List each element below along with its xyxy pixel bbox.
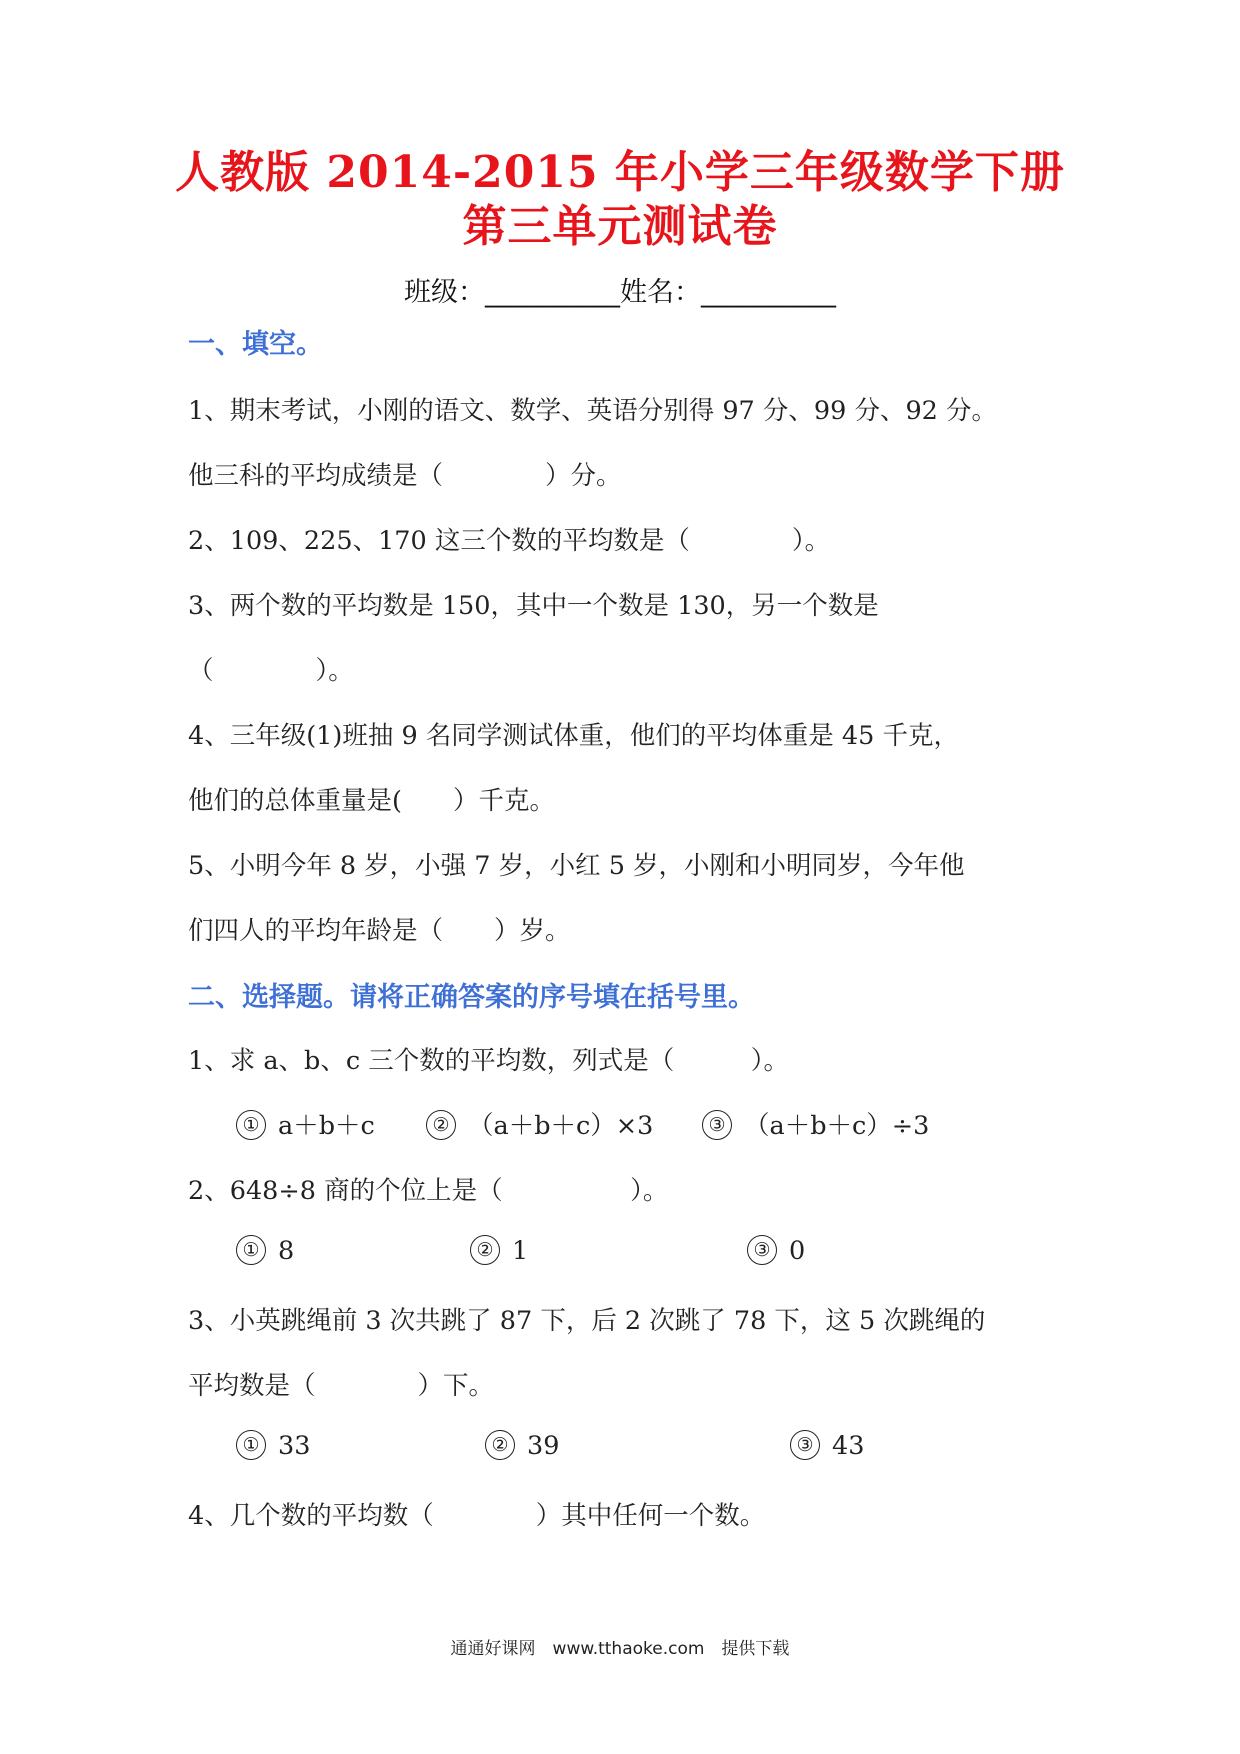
option xyxy=(236,1106,375,1142)
question-line: 5、小明今年 8 岁，小强 7 岁，小红 5 岁，小刚和小明同岁，今年他 xyxy=(188,851,965,881)
option xyxy=(236,1431,310,1462)
question-line: 1、期末考试，小刚的语文、数学、英语分别得 97 分、99 分、92 分。 xyxy=(188,396,997,426)
question-line: 2、109、225、170 这三个数的平均数是（ ）。 xyxy=(188,526,831,556)
option-marker: ③ xyxy=(790,1430,820,1460)
option xyxy=(485,1431,559,1462)
option xyxy=(702,1106,929,1142)
question-line: 他们的总体重量是( ）千克。 xyxy=(188,786,555,816)
option-text: 43 xyxy=(832,1431,865,1461)
question-line: 2、648÷8 商的个位上是（ ）。 xyxy=(188,1176,669,1206)
option xyxy=(790,1431,864,1462)
option-text: 39 xyxy=(527,1431,560,1461)
option xyxy=(426,1106,653,1142)
option-text: （a＋b＋c）÷3 xyxy=(744,1111,930,1141)
option-marker: ① xyxy=(236,1110,266,1140)
page-footer: 通通好课网 www.tthaoke.com 提供下载 xyxy=(450,1639,790,1659)
option-text: 1 xyxy=(512,1236,529,1266)
question-line: 4、几个数的平均数（ ）其中任何一个数。 xyxy=(188,1501,766,1531)
question-line: 1、求 a、b、c 三个数的平均数，列式是（ ）。 xyxy=(188,1046,789,1076)
option-marker: ② xyxy=(426,1110,456,1140)
option-marker: ① xyxy=(236,1235,266,1265)
option-marker: ① xyxy=(236,1430,266,1460)
question-line: 3、两个数的平均数是 150，其中一个数是 130，另一个数是 xyxy=(188,591,879,621)
option-marker: ② xyxy=(485,1430,515,1460)
option-text: a＋b＋c xyxy=(278,1111,375,1141)
option-text: 8 xyxy=(278,1236,295,1266)
question-line: 3、小英跳绳前 3 次共跳了 87 下，后 2 次跳了 78 下，这 5 次跳绳的 xyxy=(188,1306,986,1336)
option-marker: ② xyxy=(470,1235,500,1265)
section-heading-multiple-choice: 二、选择题。请将正确答案的序号填在括号里。 xyxy=(188,982,755,1013)
option xyxy=(470,1236,528,1267)
option xyxy=(236,1236,294,1267)
question-line: 他三科的平均成绩是（ ）分。 xyxy=(188,461,622,491)
option-marker: ③ xyxy=(702,1110,732,1140)
page-title-line-2: 第三单元测试卷 xyxy=(462,201,778,252)
option-text: 33 xyxy=(278,1431,311,1461)
class-name-fields: 班级：__________姓名：__________ xyxy=(404,277,836,308)
question-line: 4、三年级(1)班抽 9 名同学测试体重，他们的平均体重是 45 千克， xyxy=(188,721,959,751)
option-text: （a＋b＋c）×3 xyxy=(468,1111,654,1141)
question-line: 平均数是（ ）下。 xyxy=(188,1371,495,1401)
option-marker: ③ xyxy=(747,1235,777,1265)
section-heading-fill-blank: 一、填空。 xyxy=(188,329,323,360)
question-line: （ ）。 xyxy=(188,656,354,686)
option-text: 0 xyxy=(789,1236,806,1266)
option xyxy=(747,1236,805,1267)
page-title-line-1: 人教版 2014-2015 年小学三年级数学下册 xyxy=(175,147,1065,198)
question-line: 们四人的平均年龄是（ ）岁。 xyxy=(188,916,571,946)
